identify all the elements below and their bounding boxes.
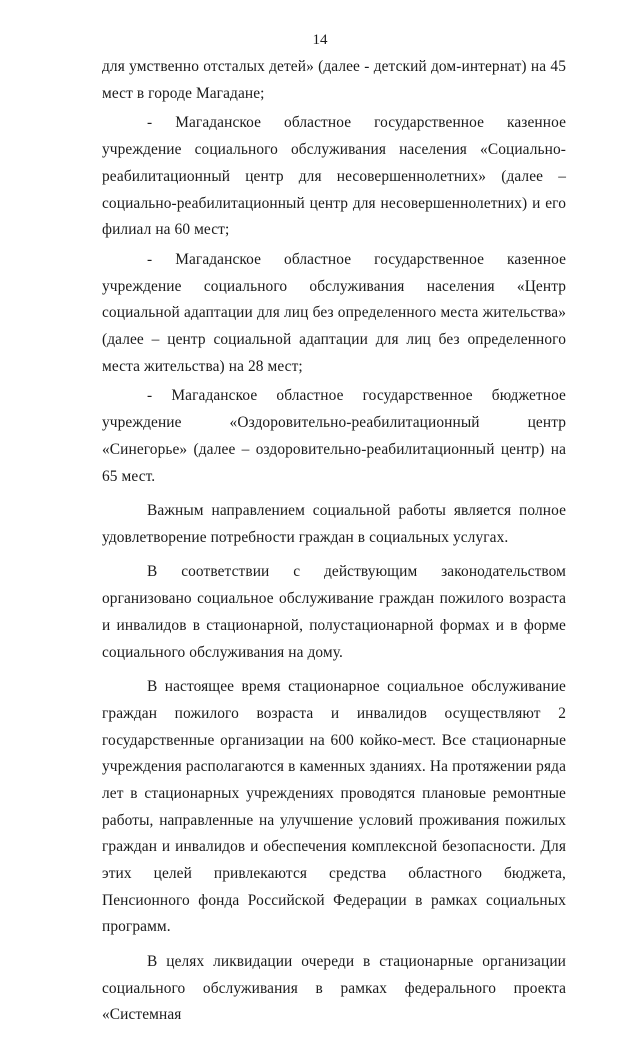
paragraph-legislation: В соответствии с действующим законодательством организовано социальное обслуживание граждан пожилого возраста и инвалидов в стационарной, полустационарной формах и в форме социального обслуживания на дому. xyxy=(102,563,566,661)
document-body xyxy=(102,54,566,1037)
paragraph-sinegorye-center: - Магаданское областное государственное бюджетное учреждение «Оздоровительно-реабилитационный центр «Синегорье» (далее – оздоровительно-реабилитационный центр) на 65 мест. xyxy=(102,387,566,485)
paragraph-social-work-direction: Важным направлением социальной работы является полное удовлетворение потребности граждан в социальных услугах. xyxy=(102,502,566,546)
page-number: 14 xyxy=(312,32,328,48)
paragraph-rehab-center-minors: - Магаданское областное государственное казенное учреждение социального обслуживания населения «Социально-реабилитационный центр для несовершеннолетних» (далее – социально-реабилитационный центр для несовершеннолетних) и его филиал на 60 мест; xyxy=(102,114,566,239)
paragraph-continuation: для умственно отсталых детей» (далее - детский дом-интернат) на 45 мест в городе Магадане; xyxy=(102,58,566,102)
paragraph-queue-elimination: В целях ликвидации очереди в стационарные организации социального обслуживания в рамках федерального проекта «Системная xyxy=(102,953,566,1024)
paragraph-stationary-service: В настоящее время стационарное социальное обслуживание граждан пожилого возраста и инвалидов осуществляют 2 государственные организации на 600 койко-мест. Все стационарные учреждения располагаются в каменных зданиях. На протяжении ряда лет в стационарных учреждениях проводятся плановые ремонтные работы, направленные на улучшение условий проживания пожилых граждан и инвалидов и обеспечения комплексной безопасности. Для этих целей привлекаются средства областного бюджета, Пенсионного фонда Российской Федерации в рамках социальных программ. xyxy=(102,678,566,936)
paragraph-adaptation-center: - Магаданское областное государственное казенное учреждение социального обслуживания населения «Центр социальной адаптации для лиц без определенного места жительства» (далее – центр социальной адаптации для лиц без определенного места жительства) на 28 мест; xyxy=(102,250,566,375)
